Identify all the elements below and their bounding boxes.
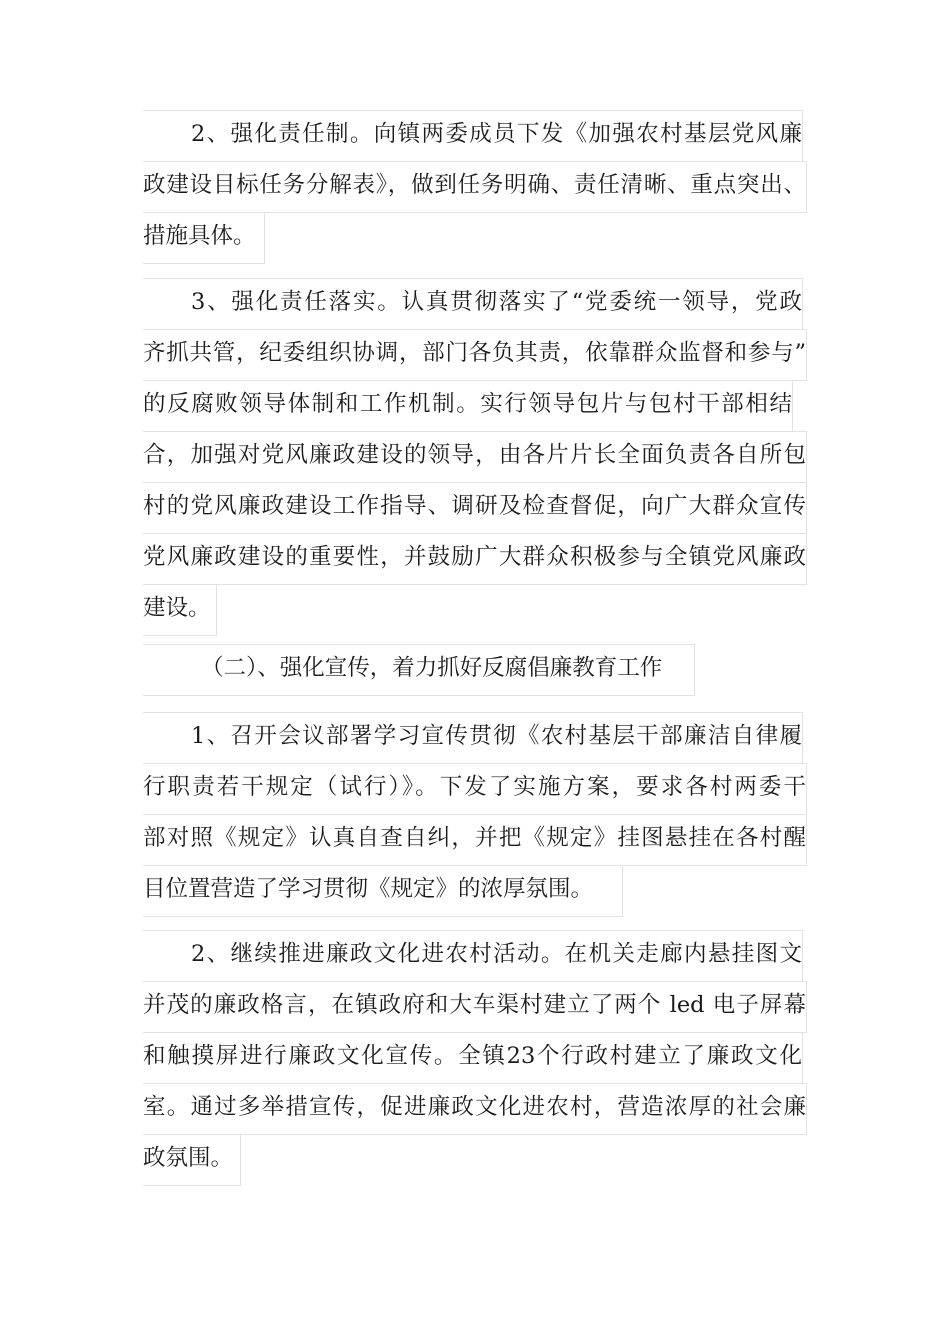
paragraph-1 [143,110,807,263]
text-line: 政氛围。 [143,1134,241,1186]
text-line: 2、继续推进廉政文化进农村活动。在机关走廊内悬挂图文 [143,930,803,982]
text-line: 合，加强对党风廉政建设的领导，由各片片长全面负责各自所包 [143,431,807,483]
text-line: 政建设目标任务分解表》，做到任务明确、责任清晰、重点突出、 [143,161,807,213]
paragraph-4 [143,712,807,916]
text-line: 部对照《规定》认真自查自纠，并把《规定》挂图悬挂在各村醒 [143,814,807,866]
text-line: 措施具体。 [143,212,265,264]
paragraph-2 [143,278,807,635]
text-line: 2、强化责任制。向镇两委成员下发《加强农村基层党风廉 [143,110,803,162]
section-heading-text: （二）、强化宣传，着力抓好反腐倡廉教育工作 [143,644,695,696]
text-line: 党风廉政建设的重要性，并鼓励广大群众积极参与全镇党风廉政 [143,533,807,585]
section-heading [143,644,695,695]
text-line: 建设。 [143,584,217,636]
text-line: 室。通过多举措宣传，促进廉政文化进农村，营造浓厚的社会廉 [143,1083,807,1135]
text-line: 并茂的廉政格言，在镇政府和大车渠村建立了两个 led 电子屏幕 [143,981,807,1033]
paragraph-5 [143,930,807,1185]
text-line: 3、强化责任落实。认真贯彻落实了“党委统一领导，党政 [143,278,803,330]
text-line: 的反腐败领导体制和工作机制。实行领导包片与包村干部相结 [143,380,793,432]
text-line: 和触摸屏进行廉政文化宣传。全镇23个行政村建立了廉政文化 [143,1032,803,1084]
text-line: 齐抓共管，纪委组织协调，部门各负其责，依靠群众监督和参与” [143,329,807,381]
text-line: 村的党风廉政建设工作指导、调研及检查督促，向广大群众宣传 [143,482,807,534]
text-line: 行职责若干规定（试行）》。下发了实施方案，要求各村两委干 [143,763,807,815]
text-line: 1、召开会议部署学习宣传贯彻《农村基层干部廉洁自律履 [143,712,803,764]
text-line: 目位置营造了学习贯彻《规定》的浓厚氛围。 [143,865,623,917]
